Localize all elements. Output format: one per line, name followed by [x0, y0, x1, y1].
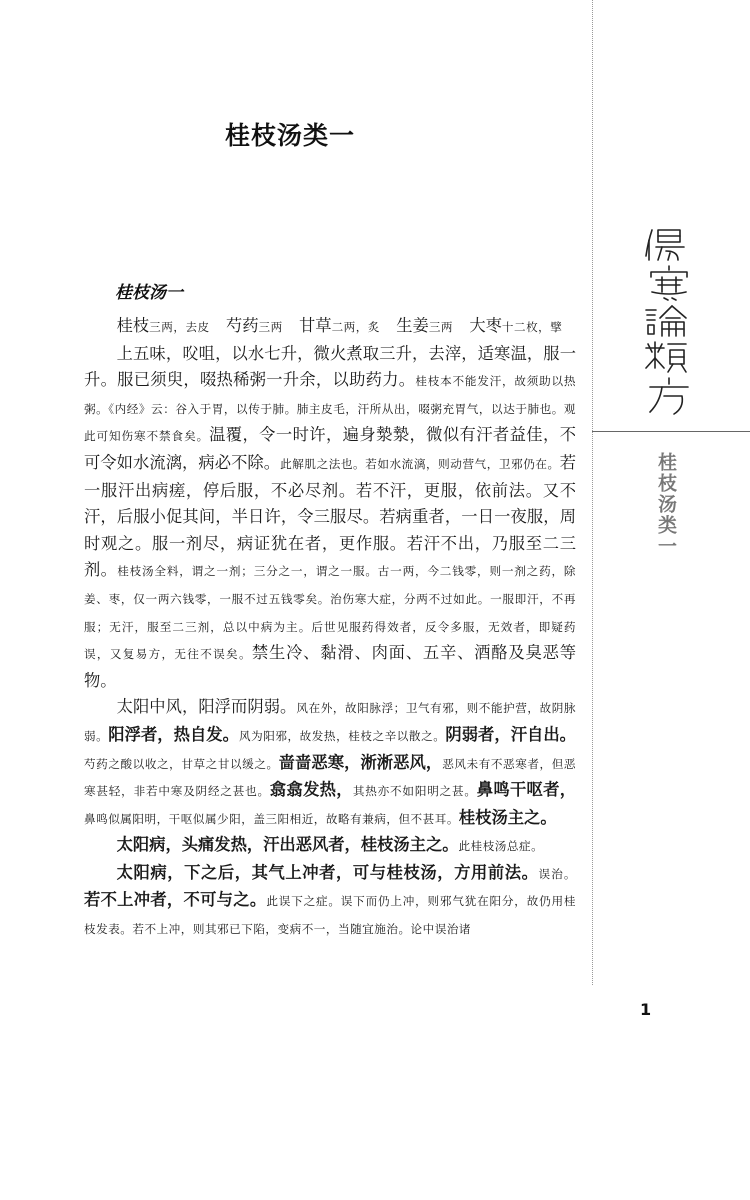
commentary-text: 三两，去皮	[149, 320, 210, 334]
commentary-text: 其热亦不如阳明之甚。	[352, 784, 477, 799]
horizontal-divider	[592, 431, 750, 432]
main-text: 大枣	[453, 316, 502, 335]
main-text: 上五味，㕮咀，以水七升，微火煮取三升，去滓，适寒温，服一升。服已须臾，啜热稀粥一升余，以助药力。	[84, 343, 576, 390]
main-text: 太阳中风，阳浮而阴弱。	[116, 697, 297, 717]
paragraph	[84, 860, 576, 943]
main-text: 太阳病，头痛发热，汗出恶风者，桂枝汤主之。	[116, 835, 459, 855]
main-text: 芍药	[209, 316, 259, 335]
commentary-text: 三两	[258, 320, 283, 334]
paragraph	[84, 341, 576, 695]
commentary-text: 此桂枝汤总症。	[458, 839, 544, 854]
commentary-text: 鼻鸣似属阳明，干呕似属少阳，盖三阳相近，故略有兼病，但不甚耳。	[84, 811, 459, 826]
main-text: 啬啬恶寒，淅淅恶风，	[278, 752, 443, 772]
commentary-text: 桂枝本不能发汗，故须助以热粥。《内经》云：谷入于胃，以传于肺。肺主皮毛，汗所从出，啜粥充胃气，以达于肺也。观此可知伤寒不禁食矣。	[84, 374, 576, 444]
main-text: 鼻鸣干呕者，	[476, 780, 576, 800]
section-title: 桂枝汤一	[115, 283, 183, 303]
commentary-text: 风为阳邪，故发热，桂枝之辛以散之。	[238, 728, 446, 743]
main-text: 甘草	[282, 316, 332, 335]
paragraph	[84, 313, 576, 341]
main-text: 生姜	[379, 316, 429, 335]
commentary-text: 恶风未有不恶寒者，但恶寒甚轻，非若中寒及阴经之甚也。	[84, 756, 576, 799]
commentary-text: 三两	[428, 320, 454, 334]
commentary-text: 误治。	[538, 866, 576, 881]
body-text	[84, 313, 576, 943]
commentary-text: 此解肌之法也。若如水流漓，则动营气，卫邪仍在。	[280, 456, 560, 471]
commentary-text: 此误下之症。误下而仍上冲，则邪气犹在阳分，故仍用桂枝发表。若不上冲，则其邪已下陷，变病不一，当随宜施治。论中误治诸	[84, 894, 576, 937]
main-text: 阴弱者，汗自出。	[445, 724, 576, 744]
commentary-text: 桂枝汤全料，谓之一剂；三分之一，谓之一服。古一两，今二钱零，则一剂之药，除姜、枣，仅一两六钱零，一服不过五钱零矣。治伤寒大症，分两不过如此。一服即汗，不再服；无汗，服至二三剂，总以中病为主。后世见服药得效者，反令多服，无效者，即疑药误，又复易方，无往不误矣。	[84, 564, 576, 662]
main-text: 桂枝汤主之。	[458, 807, 557, 827]
main-text: 太阳病，下之后，其气上冲者，可与桂枝汤，方用前法。	[116, 862, 539, 882]
chapter-title: 桂枝汤类一	[224, 121, 355, 150]
page-number: 1	[640, 1000, 652, 1019]
main-text: 若不上冲者，不可与之。	[84, 890, 267, 910]
vertical-dotted-divider	[592, 0, 593, 985]
main-text: 温覆，令一时许，遍身漐漐，微似有汗者益佳，不可令如水流漓，病必不除。	[84, 425, 576, 472]
paragraph	[84, 832, 576, 860]
paragraph	[84, 694, 576, 832]
main-text: 禁生冷、黏滑、肉面、五辛、酒酪及臭恶等物。	[84, 643, 576, 690]
main-text: 阳浮者，热自发。	[108, 724, 239, 744]
main-text: 翕翕发热，	[269, 780, 353, 800]
main-text: 桂枝	[116, 316, 150, 335]
commentary-text: 风在外，故阳脉浮；卫气有邪，则不能护营，故阴脉弱。	[84, 701, 576, 743]
main-text: 若一服汗出病瘥，停后服，不必尽剂。若不汗，更服，依前法。又不汗，后服小促其间，半日许，令三服尽。若病重者，一日一夜服，周时观之。服一剂尽，病证犹在者，更作服。若汗不出，乃服至二三剂。	[84, 452, 576, 580]
commentary-text: 十二枚，擘	[501, 320, 563, 334]
book-title-calligraphy	[636, 222, 696, 422]
commentary-text: 芍药之酸以收之，甘草之甘以缓之。	[84, 756, 279, 771]
commentary-text: 二两，炙	[331, 320, 380, 334]
running-head: 桂枝汤类一	[655, 452, 677, 557]
